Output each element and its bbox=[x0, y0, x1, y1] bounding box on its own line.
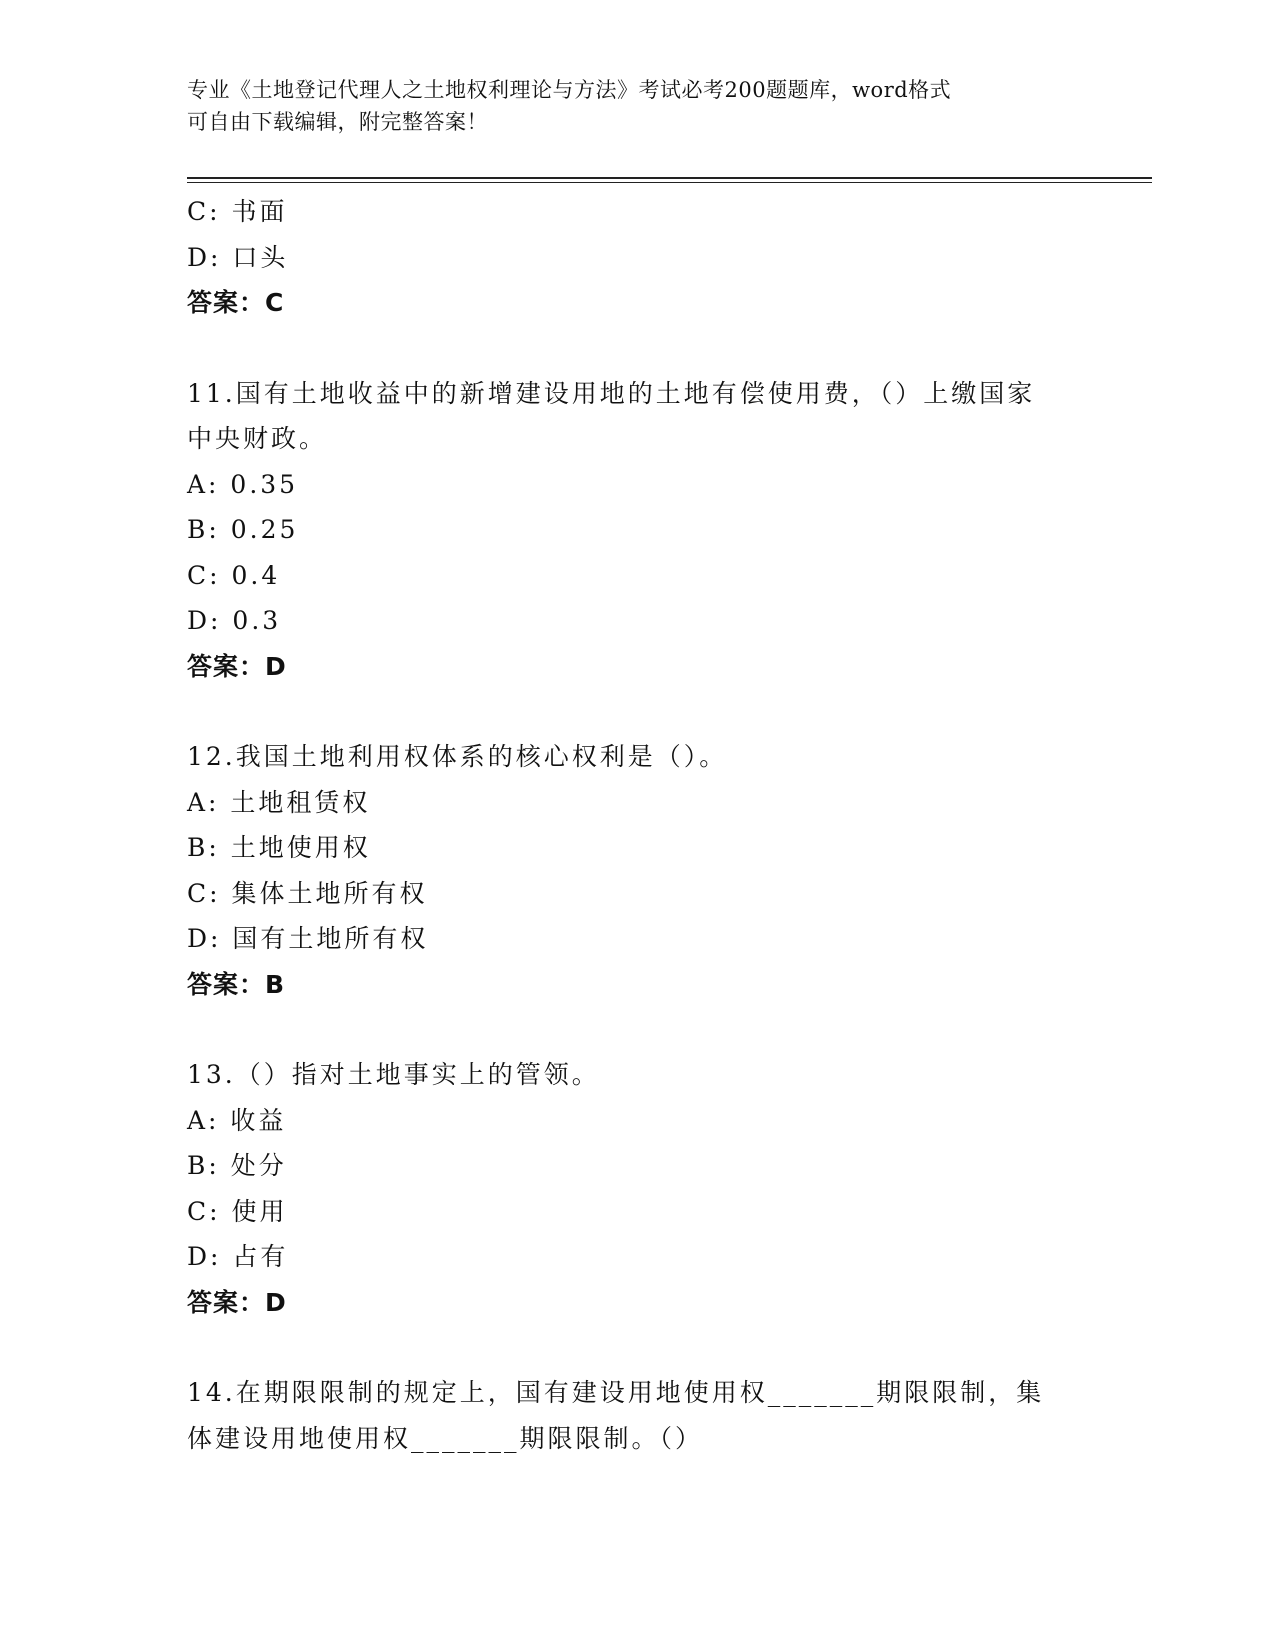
option-d: D: 0.3 bbox=[187, 606, 282, 635]
option-d: D: 国有土地所有权 bbox=[187, 924, 429, 953]
option-a: A: 土地租赁权 bbox=[187, 787, 371, 817]
question-11 bbox=[187, 371, 1087, 690]
question-10-continued bbox=[187, 189, 1087, 326]
header-rule-thin bbox=[187, 182, 1152, 183]
option-c: C: 使用 bbox=[187, 1196, 288, 1226]
option-b: B: 0.25 bbox=[187, 515, 299, 544]
option-c: C: 集体土地所有权 bbox=[187, 878, 428, 908]
question-14 bbox=[187, 1370, 1087, 1461]
answer: 答案：D bbox=[187, 651, 287, 681]
question-text-cont: 中央财政。 bbox=[187, 424, 328, 453]
question-13 bbox=[187, 1052, 1087, 1325]
option-c: C: 0.4 bbox=[187, 560, 281, 590]
option-a: A: 收益 bbox=[187, 1105, 287, 1135]
document-header bbox=[187, 74, 1067, 138]
question-text: 13.（）指对土地事实上的管领。 bbox=[187, 1060, 600, 1089]
option-b: B: 土地使用权 bbox=[187, 833, 371, 862]
answer: 答案：B bbox=[187, 969, 286, 999]
answer: 答案：C bbox=[187, 288, 285, 317]
header-rule-thick bbox=[187, 177, 1152, 179]
header-line-2: 可自由下载编辑，附完整答案！ bbox=[187, 110, 488, 134]
option-d: D: 占有 bbox=[187, 1242, 289, 1271]
question-12 bbox=[187, 734, 1087, 1007]
answer: 答案：D bbox=[187, 1287, 287, 1317]
question-text: 14.在期限限制的规定上，国有建设用地使用权_______期限限制，集 bbox=[187, 1378, 1045, 1407]
option-d: D: 口头 bbox=[187, 242, 289, 272]
question-text-cont: 体建设用地使用权_______期限限制。（） bbox=[187, 1423, 704, 1453]
document-body bbox=[187, 189, 1087, 1461]
question-text: 11.国有土地收益中的新增建设用地的土地有偿使用费，（）上缴国家 bbox=[187, 378, 1036, 408]
option-b: B: 处分 bbox=[187, 1151, 287, 1180]
option-c: C: 书面 bbox=[187, 197, 288, 226]
option-a: A: 0.35 bbox=[187, 469, 299, 499]
question-text: 12.我国土地利用权体系的核心权利是（）。 bbox=[187, 742, 728, 771]
header-line-1: 专业《土地登记代理人之土地权利理论与方法》考试必考200题题库，word格式 bbox=[187, 78, 952, 102]
